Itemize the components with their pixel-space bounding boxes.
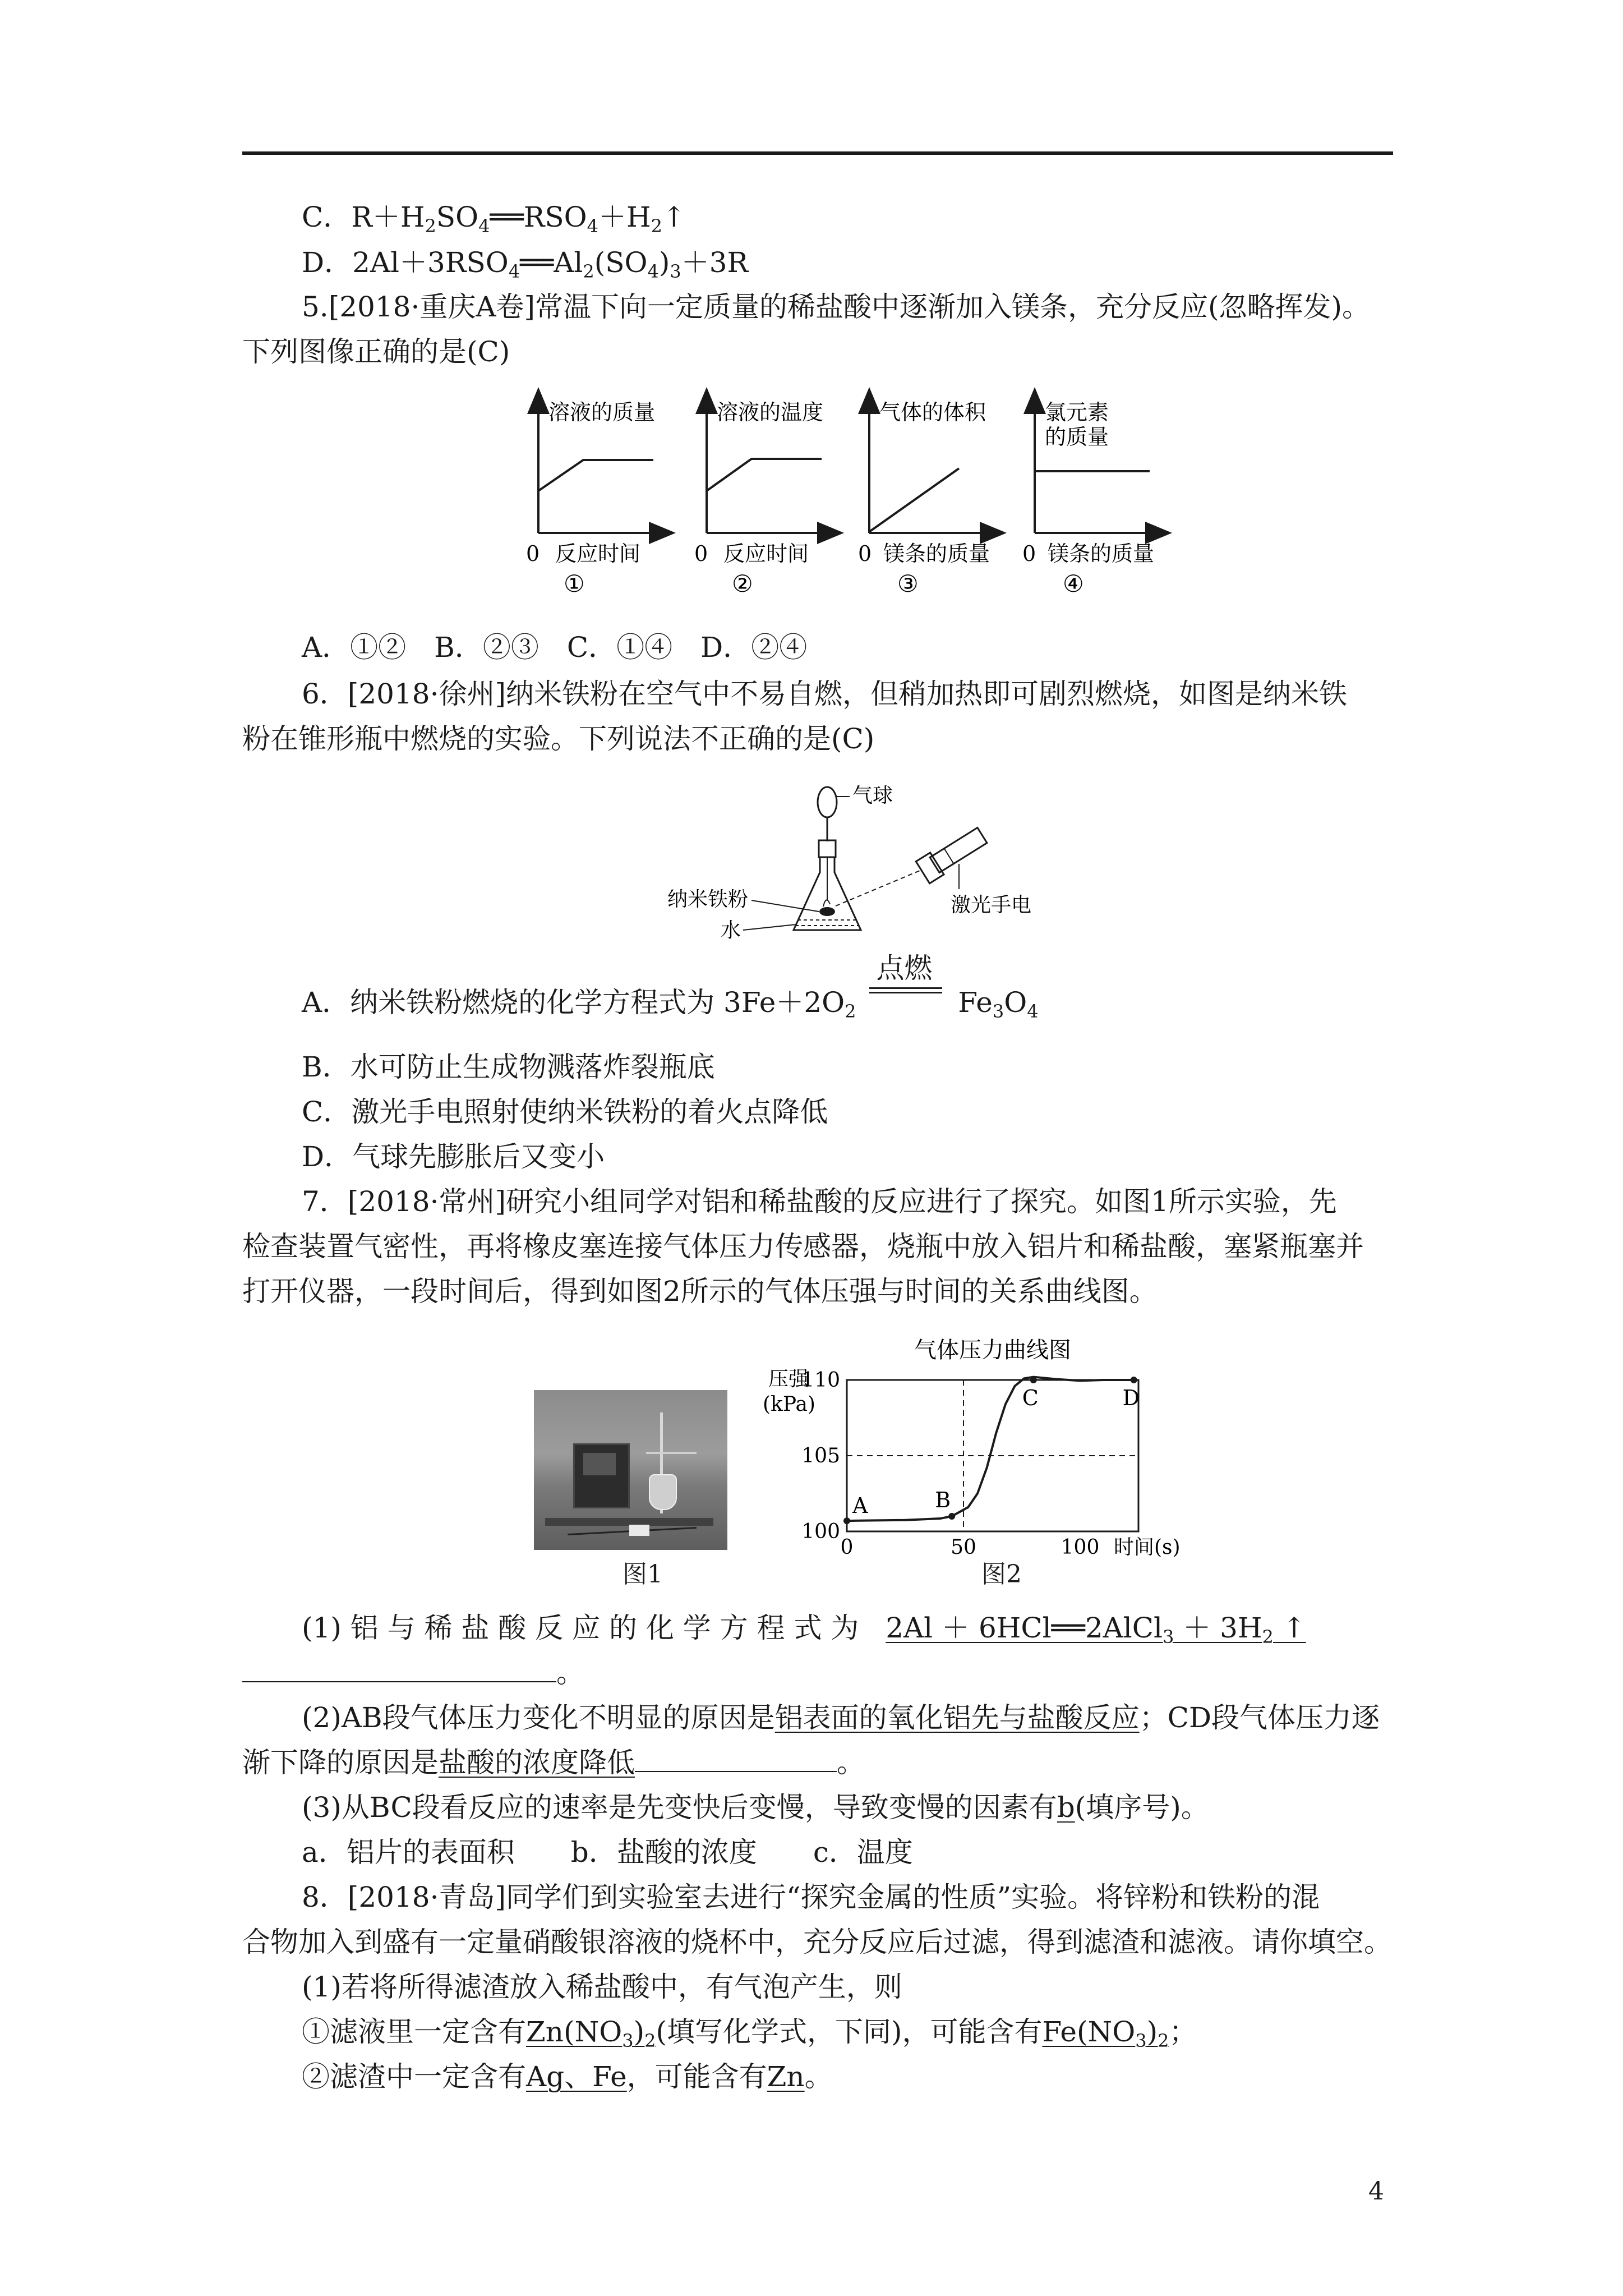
q5-stem-line2: 下列图像正确的是(C) xyxy=(242,335,510,368)
q5-g3-num: ③ xyxy=(897,570,919,597)
q4-option-c: C．$R+H_2SO_4══RSO_4+H_2↑$ xyxy=(302,201,686,237)
q5-g4-ylabel2: 的质量 xyxy=(1045,425,1109,449)
torch-shape xyxy=(916,825,989,884)
chart-xtick-0: 0 xyxy=(840,1536,854,1559)
q5-graphs xyxy=(516,393,1200,606)
q7-fig1-caption: 图1 xyxy=(623,1560,663,1589)
q5-g4-ylabel1: 氯元素 xyxy=(1045,400,1109,425)
q7-sub1-answer: 2Al ＋ 6HCl══2AlCl$_3$ ＋ $3H_2$ ↑ xyxy=(886,1612,1306,1648)
q5-graph-1 xyxy=(526,398,665,597)
q6-stem-line2: 粉在锥形瓶中燃烧的实验。下列说法不正确的是(C) xyxy=(242,723,875,755)
q4-option-d: D．$2Al+3RSO_4══Al_2(SO_4)_3+3R$ xyxy=(302,246,749,282)
chart-point-label-B: B xyxy=(935,1488,951,1512)
q5-g2-origin: 0 xyxy=(694,541,708,566)
q7-sub1-line2: 。 xyxy=(242,1655,584,1691)
q7-stem-line1: 7．[2018·常州]研究小组同学对铝和稀盐酸的反应进行了探究。如图1所示实验，先 xyxy=(302,1185,1337,1218)
q5-g1-num: ① xyxy=(564,570,585,597)
label-iron: 纳米铁粉 xyxy=(667,888,749,911)
q8-sub1-part2: ②滤渣中一定含有Ag、Fe，可能含有Zn。 xyxy=(302,2060,833,2093)
q7-sub1-line1: (1) 铝 与 稀 盐 酸 反 应 的 化 学 方 程 式 为 2Al ＋ 6HCl══2AlCl$_3$ ＋ $3H_2$ ↑ xyxy=(302,1612,1306,1648)
label-torch: 激光手电 xyxy=(951,894,1032,917)
q7-sub3-line1: (3)从BC段看反应的速率是先变快后变慢，导致变慢的因素有b(填序号)。 xyxy=(302,1791,1209,1824)
chart-point-label-D: D xyxy=(1122,1386,1140,1410)
q6-option-a: A．纳米铁粉燃烧的化学方程式为 $3Fe+2O_2$ 点燃 $Fe_3O_4$ xyxy=(302,952,1039,1022)
q7-sub2-line2: 渐下降的原因是盐酸的浓度降低 。 xyxy=(242,1746,865,1779)
q8-answer-residue: Ag、Fe xyxy=(526,2060,627,2093)
balloon-shape xyxy=(818,787,837,817)
chart-point-label-C: C xyxy=(1022,1386,1039,1410)
q5-g3-origin: 0 xyxy=(858,541,872,566)
q5-options: A．①② B．②③ C．①④ D．②④ xyxy=(302,631,808,664)
chart-point-C xyxy=(1030,1377,1037,1383)
q8-stem-line1: 8．[2018·青岛]同学们到实验室去进行“探究金属的性质”实验。将锌粉和铁粉的混 xyxy=(302,1881,1320,1913)
combustion-condition: 点燃 xyxy=(865,990,949,1012)
q5-g3-ylabel: 气体的体积 xyxy=(879,400,986,425)
chart-ylabel-1: 压强 xyxy=(768,1368,809,1391)
q5-graph-4 xyxy=(1022,398,1161,597)
label-balloon: 气球 xyxy=(852,784,893,807)
header-rule xyxy=(242,151,1393,155)
q5-g4-xlabel: 镁条的质量 xyxy=(1048,541,1155,566)
q8-stem-line2: 合物加入到盛有一定量硝酸银溶液的烧杯中，充分反应后过滤，得到滤渣和滤液。请你填空。 xyxy=(242,1926,1392,1958)
q7-sub2-line1: (2)AB段气体压力变化不明显的原因是铝表面的氧化铝先与盐酸反应；CD段气体压力逐 xyxy=(302,1701,1380,1734)
label-water: 水 xyxy=(721,919,741,942)
chart-title: 气体压力曲线图 xyxy=(914,1337,1071,1363)
chart-point-B xyxy=(948,1513,955,1520)
q5-graph-2 xyxy=(694,398,833,597)
q7-stem-line3: 打开仪器，一段时间后，得到如图2所示的气体压强与时间的关系曲线图。 xyxy=(242,1275,1158,1308)
answer-blank xyxy=(635,1749,837,1772)
chart-point-A xyxy=(843,1517,850,1524)
chart-point-label-A: A xyxy=(852,1493,868,1519)
q7-sub2-answer1: 铝表面的氧化铝先与盐酸反应 xyxy=(774,1701,1140,1734)
chart-pressure-curve xyxy=(847,1377,1134,1521)
chart-point-D xyxy=(1131,1377,1137,1383)
q5-g4-origin: 0 xyxy=(1022,541,1036,566)
chart-xtick-100: 100 xyxy=(1061,1536,1100,1559)
chart-ytick-105: 105 xyxy=(801,1444,840,1467)
q7-fig2-caption: 图2 xyxy=(981,1560,1022,1589)
q5-graph-3 xyxy=(858,398,995,597)
q5-g3-xlabel: 镁条的质量 xyxy=(883,541,990,566)
q5-g2-ylabel: 溶液的温度 xyxy=(717,400,824,425)
q7-figure1-photo xyxy=(534,1390,727,1550)
q6-apparatus-figure xyxy=(667,780,1038,959)
chart-xlabel: 时间(s) xyxy=(1114,1536,1181,1559)
chart-xtick-50: 50 xyxy=(951,1536,976,1559)
q7-sub3-answer: b xyxy=(1057,1791,1075,1824)
q8-answer-zn-nitrate: $Zn(NO_3)_2$ xyxy=(526,2016,656,2051)
q5-g1-xlabel: 反应时间 xyxy=(555,541,641,566)
chart-ylabel-2: (kPa) xyxy=(763,1393,815,1416)
answer-blank xyxy=(242,1659,556,1682)
q7-sub2-answer2: 盐酸的浓度降低 xyxy=(439,1746,635,1779)
q5-g2-xlabel: 反应时间 xyxy=(723,541,809,566)
q5-g1-ylabel: 溶液的质量 xyxy=(548,400,656,425)
q8-answer-fe-nitrate: $Fe(NO_3)_2$ xyxy=(1042,2016,1169,2051)
q5-g2-num: ② xyxy=(732,570,753,597)
q8-sub1: (1)若将所得滤渣放入稀盐酸中，有气泡产生，则 xyxy=(302,1971,902,2003)
page-number: 4 xyxy=(1368,2177,1384,2206)
q8-sub1-part1: ①滤液里一定含有$Zn(NO_3)_2$(填写化学式，下同)，可能含有$Fe(NO_3)_2$； xyxy=(302,2016,1197,2051)
q8-answer-maybe: Zn xyxy=(767,2060,805,2093)
q7-sub3-options: a．铝片的表面积 b．盐酸的浓度 c．温度 xyxy=(302,1836,913,1869)
chart-ytick-100: 100 xyxy=(801,1520,840,1543)
q6-option-b: B．水可防止生成物溅落炸裂瓶底 xyxy=(302,1051,715,1083)
q5-stem-line1: 5.[2018·重庆A卷]常温下向一定质量的稀盐酸中逐渐加入镁条，充分反应(忽略挥发)。 xyxy=(302,291,1370,323)
q7-pressure-chart xyxy=(763,1329,1181,1582)
q6-option-d: D．气球先膨胀后又变小 xyxy=(302,1140,605,1173)
q7-stem-line2: 检查装置气密性，再将橡皮塞连接气体压力传感器，烧瓶中放入铝片和稀盐酸，塞紧瓶塞并 xyxy=(242,1230,1364,1263)
q6-option-c: C．激光手电照射使纳米铁粉的着火点降低 xyxy=(302,1096,828,1128)
q6-stem-line1: 6．[2018·徐州]纳米铁粉在空气中不易自燃，但稍加热即可剧烈燃烧，如图是纳米铁 xyxy=(302,678,1347,710)
q5-g1-origin: 0 xyxy=(526,541,540,566)
q5-g4-num: ④ xyxy=(1063,570,1084,597)
chart-ytick-110: 110 xyxy=(801,1369,840,1392)
